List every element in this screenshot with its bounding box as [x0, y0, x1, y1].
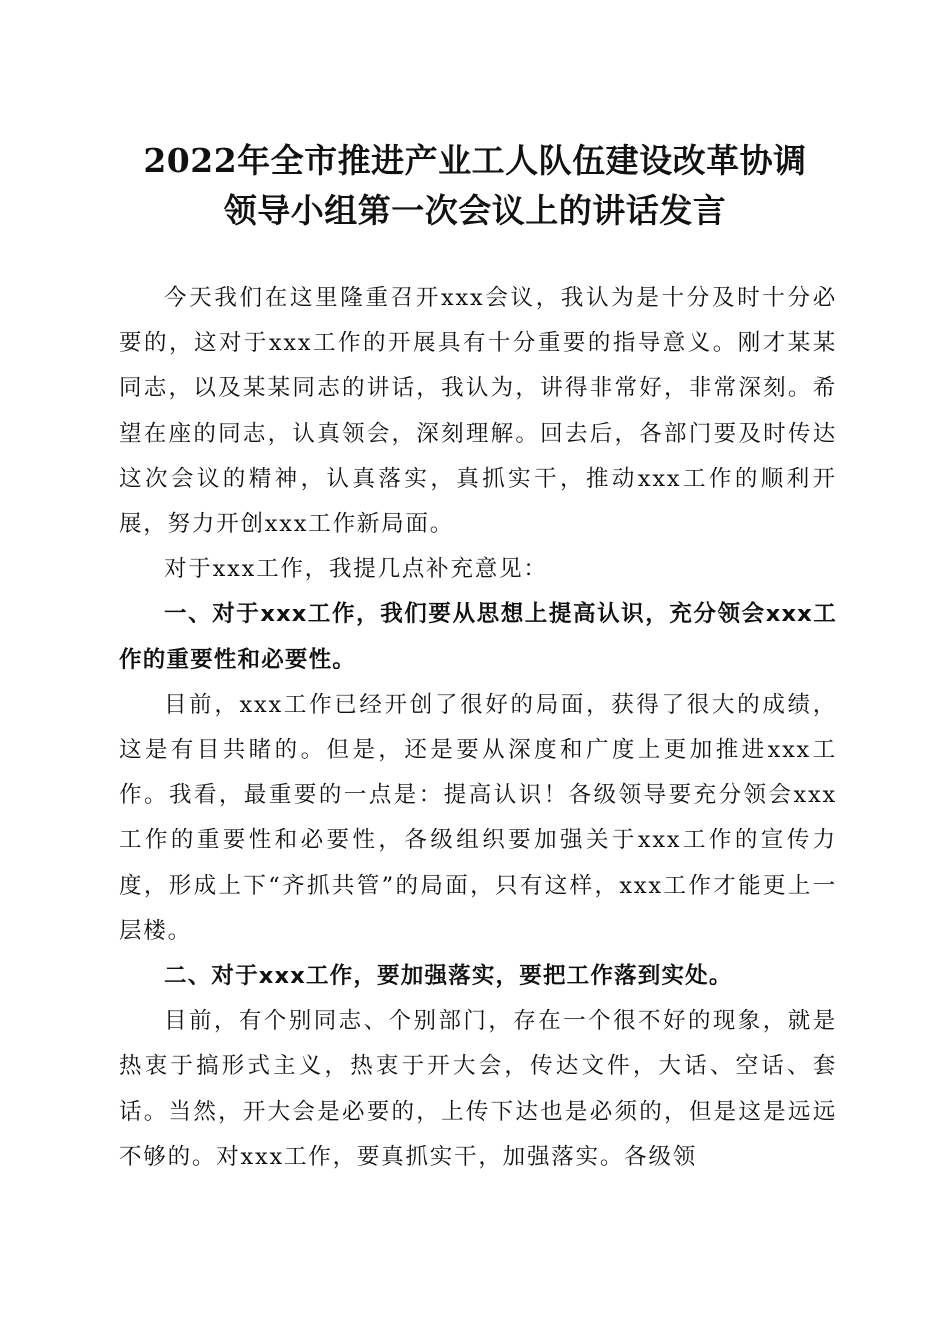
paragraph-intro: 今天我们在这里隆重召开xxx会议，我认为是十分及时十分必要的，这对于xxx工作的开展具有十分重要的指导意义。刚才某某同志，以及某某同志的讲话，我认为，讲得非常好，非常深刻。希望在座的同志，认真领会，深刻理解。回去后，各部门要及时传达这次会议的精神，认真落实，真抓实干，推动xxx工作的顺利开展，努力开创xxx工作新局面。: [119, 285, 837, 538]
title-line-1: 2022年全市推进产业工人队伍建设改革协调: [143, 141, 807, 180]
section-heading-1: 一、对于xxx工作，我们要从思想上提高认识，充分领会xxx工作的重要性和必要性。: [119, 601, 837, 673]
section-heading-2: 二、对于xxx工作，要加强落实，要把工作落到实处。: [164, 963, 733, 990]
title-line-2: 领导小组第一次会议上的讲话发言: [223, 191, 727, 230]
paragraph-section-1: 目前，xxx工作已经开创了很好的局面，获得了很大的成绩，这是有目共睹的。但是，还是要从深度和广度上更加推进xxx工作。我看，最重要的一点是：提高认识！各级领导要充分领会xxx工作的重要性和必要性，各级组织要加强关于xxx工作的宣传力度，形成上下“齐抓共管”的局面，只有这样，xxx工作才能更上一层楼。: [119, 691, 837, 944]
paragraph-section-2: 目前，有个别同志、个别部门，存在一个很不好的现象，就是热衷于搞形式主义，热衷于开大会，传达文件，大话、空话、套话。当然，开大会是必要的，上传下达也是必须的，但是这是远远不够的。对xxx工作，要真抓实干，加强落实。各级领: [119, 1008, 837, 1170]
document-body: [119, 276, 837, 1180]
document-title: [100, 136, 850, 236]
paragraph-opinions-lead: 对于xxx工作，我提几点补充意见：: [164, 556, 548, 583]
